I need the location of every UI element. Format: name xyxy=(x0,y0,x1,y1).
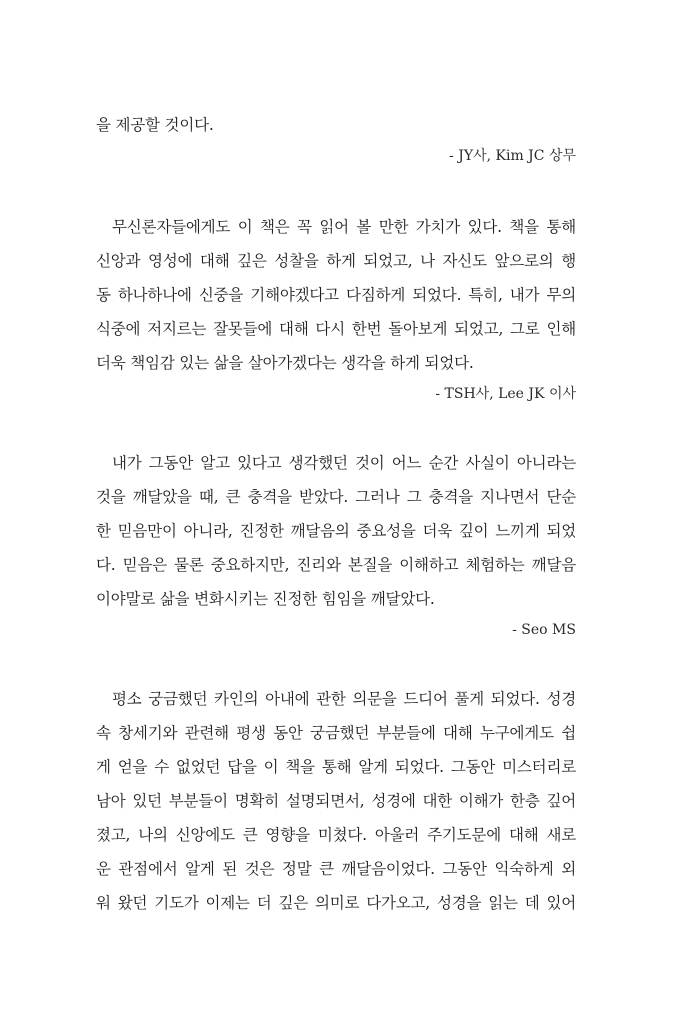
paragraph-line: 신앙과 영성에 대해 깊은 성찰을 하게 되었고, 나 자신도 앞으로의 행 xyxy=(96,252,576,270)
paragraph-line: 평소 궁금했던 카인의 아내에 관한 의문을 드디어 풀게 되었다. 성경 xyxy=(112,690,576,708)
paragraph-line: 동 하나하나에 신중을 기해야겠다고 다짐하게 되었다. 특히, 내가 무의 xyxy=(96,286,576,304)
paragraph-line: 더욱 책임감 있는 삶을 살아가겠다는 생각을 하게 되었다. xyxy=(96,354,474,372)
paragraph-line: 남아 있던 부분들이 명확히 설명되면서, 성경에 대한 이해가 한층 깊어 xyxy=(96,792,576,810)
paragraph-line: 졌고, 나의 신앙에도 큰 영향을 미쳤다. 아울러 주기도문에 대해 새로 xyxy=(96,826,576,844)
paragraph-line: 속 창세기와 관련해 평생 동안 궁금했던 부분들에 대해 누구에게도 쉽 xyxy=(96,724,576,742)
paragraph-line: 식중에 저지르는 잘못들에 대해 다시 한번 돌아보게 되었고, 그로 인해 xyxy=(96,320,576,338)
paragraph-line: 다. 믿음은 물론 중요하지만, 진리와 본질을 이해하고 체험하는 깨달음 xyxy=(96,556,576,574)
testimonial xyxy=(96,446,576,644)
testimonial-attribution: - JY사, Kim JC 상무 xyxy=(449,148,576,164)
testimonial-attribution: - Seo MS xyxy=(512,622,576,638)
testimonial-attribution: - TSH사, Lee JK 이사 xyxy=(435,386,576,402)
testimonial xyxy=(96,210,576,408)
paragraph-line: 게 얻을 수 없었던 답을 이 책을 통해 알게 되었다. 그동안 미스터리로 xyxy=(96,758,576,776)
document-page xyxy=(96,108,576,920)
paragraph-line: 내가 그동안 알고 있다고 생각했던 것이 어느 순간 사실이 아니라는 xyxy=(112,454,576,472)
paragraph-line: 을 제공할 것이다. xyxy=(96,116,214,134)
testimonial xyxy=(96,682,576,920)
paragraph-line: 한 믿음만이 아니라, 진정한 깨달음의 중요성을 더욱 깊이 느끼게 되었 xyxy=(96,522,576,540)
paragraph-line: 이야말로 삶을 변화시키는 진정한 힘임을 깨달았다. xyxy=(96,590,435,608)
paragraph-line: 운 관점에서 알게 된 것은 정말 큰 깨달음이었다. 그동안 익숙하게 외 xyxy=(96,860,576,878)
paragraph-line: 것을 깨달았을 때, 큰 충격을 받았다. 그러나 그 충격을 지나면서 단순 xyxy=(96,488,576,506)
paragraph-line: 워 왔던 기도가 이제는 더 깊은 의미로 다가오고, 성경을 읽는 데 있어 xyxy=(96,894,576,912)
paragraph-line: 무신론자들에게도 이 책은 꼭 읽어 볼 만한 가치가 있다. 책을 통해 xyxy=(112,218,576,236)
testimonial xyxy=(96,108,576,170)
